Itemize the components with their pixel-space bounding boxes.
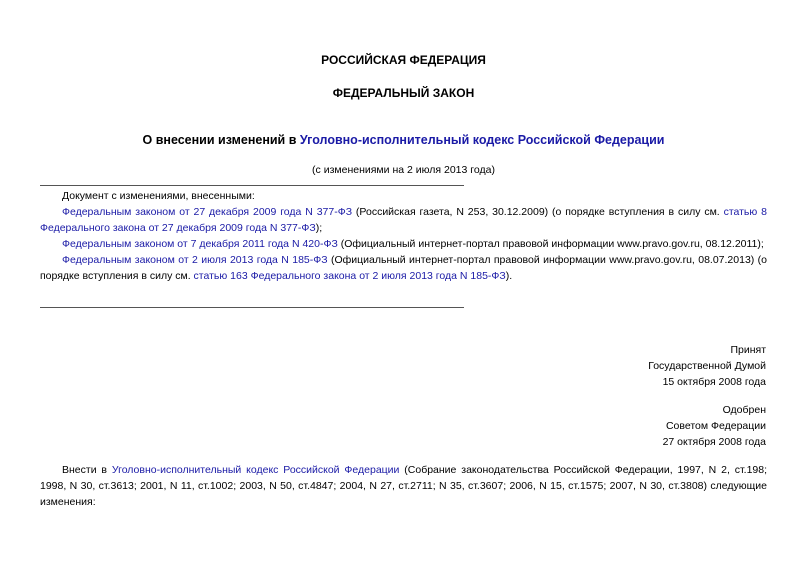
change-item-end: ).	[505, 270, 513, 282]
change-item-text: (Официальный интернет-портал правовой информации www.pravo.gov.ru, 08.12.2011);	[337, 238, 764, 250]
doc-type-heading: ФЕДЕРАЛЬНЫЙ ЗАКОН	[332, 86, 475, 100]
law-377-link[interactable]: Федеральным законом от 27 декабря 2009 года N 377-ФЗ	[62, 206, 353, 218]
body-paragraph	[40, 462, 767, 510]
duma-label: Государственной Думой	[648, 360, 766, 372]
changes-block	[40, 188, 767, 284]
article-8-link[interactable]: статью 8 Федерального закона от 27 декабря 2009 года N 377-ФЗ	[40, 206, 767, 234]
top-divider	[40, 185, 464, 186]
body-rest: (Собрание законодательства Российской Федерации, 1997, N 2, ст.198; 1998, N 30, ст.3613; 2001, N 11, ст.1002; 2003, N 50, ст.4847; 2004, N 27, ст.2711; N 35, ст.3607; 2006, N 15, ст.1575; 2007, N 30, ст.3808) следующие изменения:	[40, 464, 768, 508]
bottom-divider	[40, 307, 464, 308]
body-prefix: Внести в	[62, 464, 112, 476]
country-heading: РОССИЙСКАЯ ФЕДЕРАЦИЯ	[321, 53, 486, 67]
law-title-prefix: О внесении изменений в	[142, 133, 300, 147]
law-185-link[interactable]: Федеральным законом от 2 июля 2013 года N 185-ФЗ	[62, 254, 328, 266]
change-item-text: (Российская газета, N 253, 30.12.2009) (о порядке вступления в силу см.	[352, 206, 724, 218]
law-title	[40, 133, 767, 147]
body-code-link[interactable]: Уголовно-исполнительный кодекс Российской Федерации	[111, 464, 400, 476]
body-text	[40, 462, 767, 510]
change-item-end: );	[315, 222, 323, 234]
law-420-link[interactable]: Федеральным законом от 7 декабря 2011 года N 420-ФЗ	[62, 238, 338, 250]
article-163-link[interactable]: статью 163 Федерального закона от 2 июля 2013 года N 185-ФЗ	[193, 270, 506, 282]
approved-label: Одобрен	[722, 404, 766, 416]
duma-adoption	[648, 342, 766, 390]
change-item	[40, 252, 767, 284]
change-item	[40, 204, 767, 236]
changes-intro: Документ с изменениями, внесенными:	[62, 190, 255, 202]
change-item-text: (Официальный интернет-портал правовой информации www.pravo.gov.ru, 08.07.2013) (о порядке вступления в силу см.	[40, 254, 767, 282]
accepted-date: 15 октября 2008 года	[662, 376, 766, 388]
revision-subtitle: (с изменениями на 2 июля 2013 года)	[312, 164, 495, 176]
accepted-label: Принят	[730, 344, 766, 356]
code-link[interactable]: Уголовно-исполнительный кодекс Российской Федерации	[299, 133, 665, 147]
council-approval	[663, 402, 766, 450]
change-item	[40, 236, 767, 252]
council-label: Советом Федерации	[665, 420, 766, 432]
approved-date: 27 октября 2008 года	[662, 436, 766, 448]
